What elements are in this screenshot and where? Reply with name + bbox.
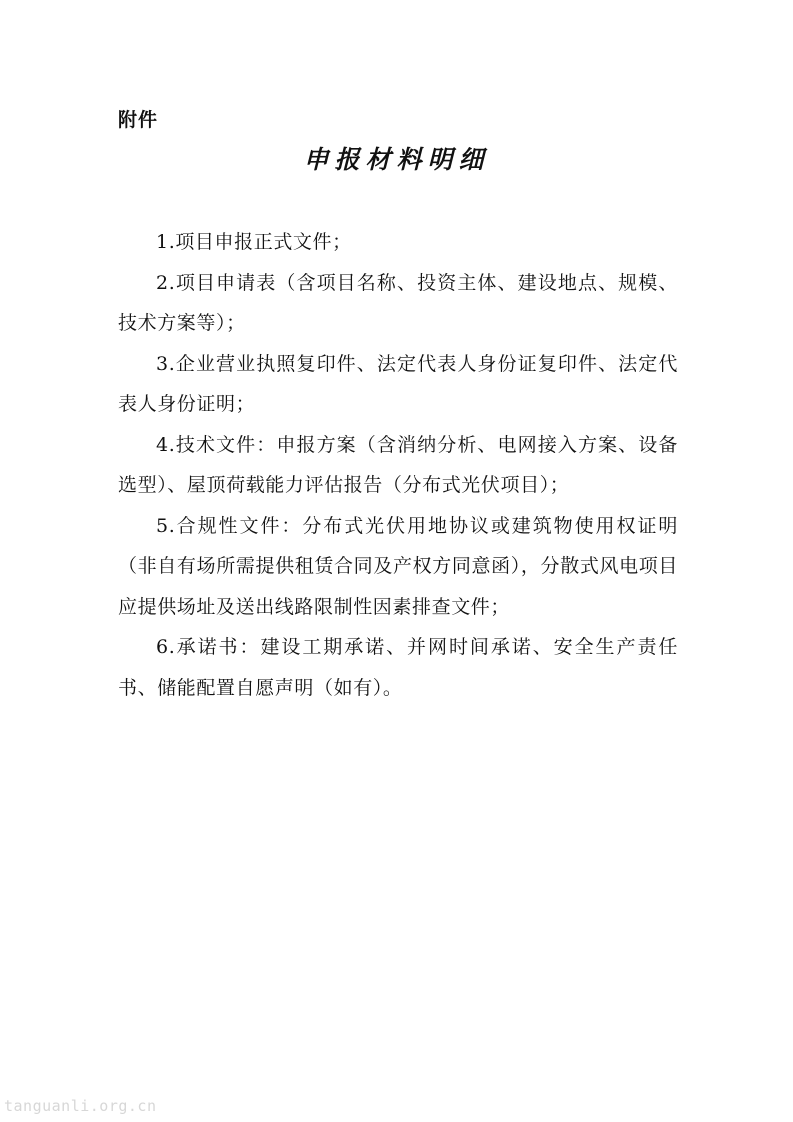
list-item: 4.技术文件：申报方案（含消纳分析、电网接入方案、设备选型）、屋顶荷载能力评估报告（分布式光伏项目）；	[118, 433, 678, 496]
list-item: 1.项目申报正式文件；	[156, 231, 352, 253]
list-item: 6.承诺书：建设工期承诺、并网时间承诺、安全生产责任书、储能配置自愿声明（如有）。	[118, 636, 678, 699]
list-item: 3.企业营业执照复印件、法定代表人身份证复印件、法定代表人身份证明；	[118, 352, 678, 415]
list-item: 5.合规性文件：分布式光伏用地协议或建筑物使用权证明（非自有场所需提供租赁合同及产权方同意函），分散式风电项目应提供场址及送出线路限制性因素排查文件；	[118, 514, 678, 618]
document-title: 申报材料明细	[303, 145, 490, 174]
document-body	[118, 222, 678, 708]
attachment-label: 附件	[118, 109, 159, 131]
list-item: 2.项目申请表（含项目名称、投资主体、建设地点、规模、技术方案等）；	[118, 271, 678, 334]
watermark: tanguanli.org.cn	[4, 1097, 157, 1115]
